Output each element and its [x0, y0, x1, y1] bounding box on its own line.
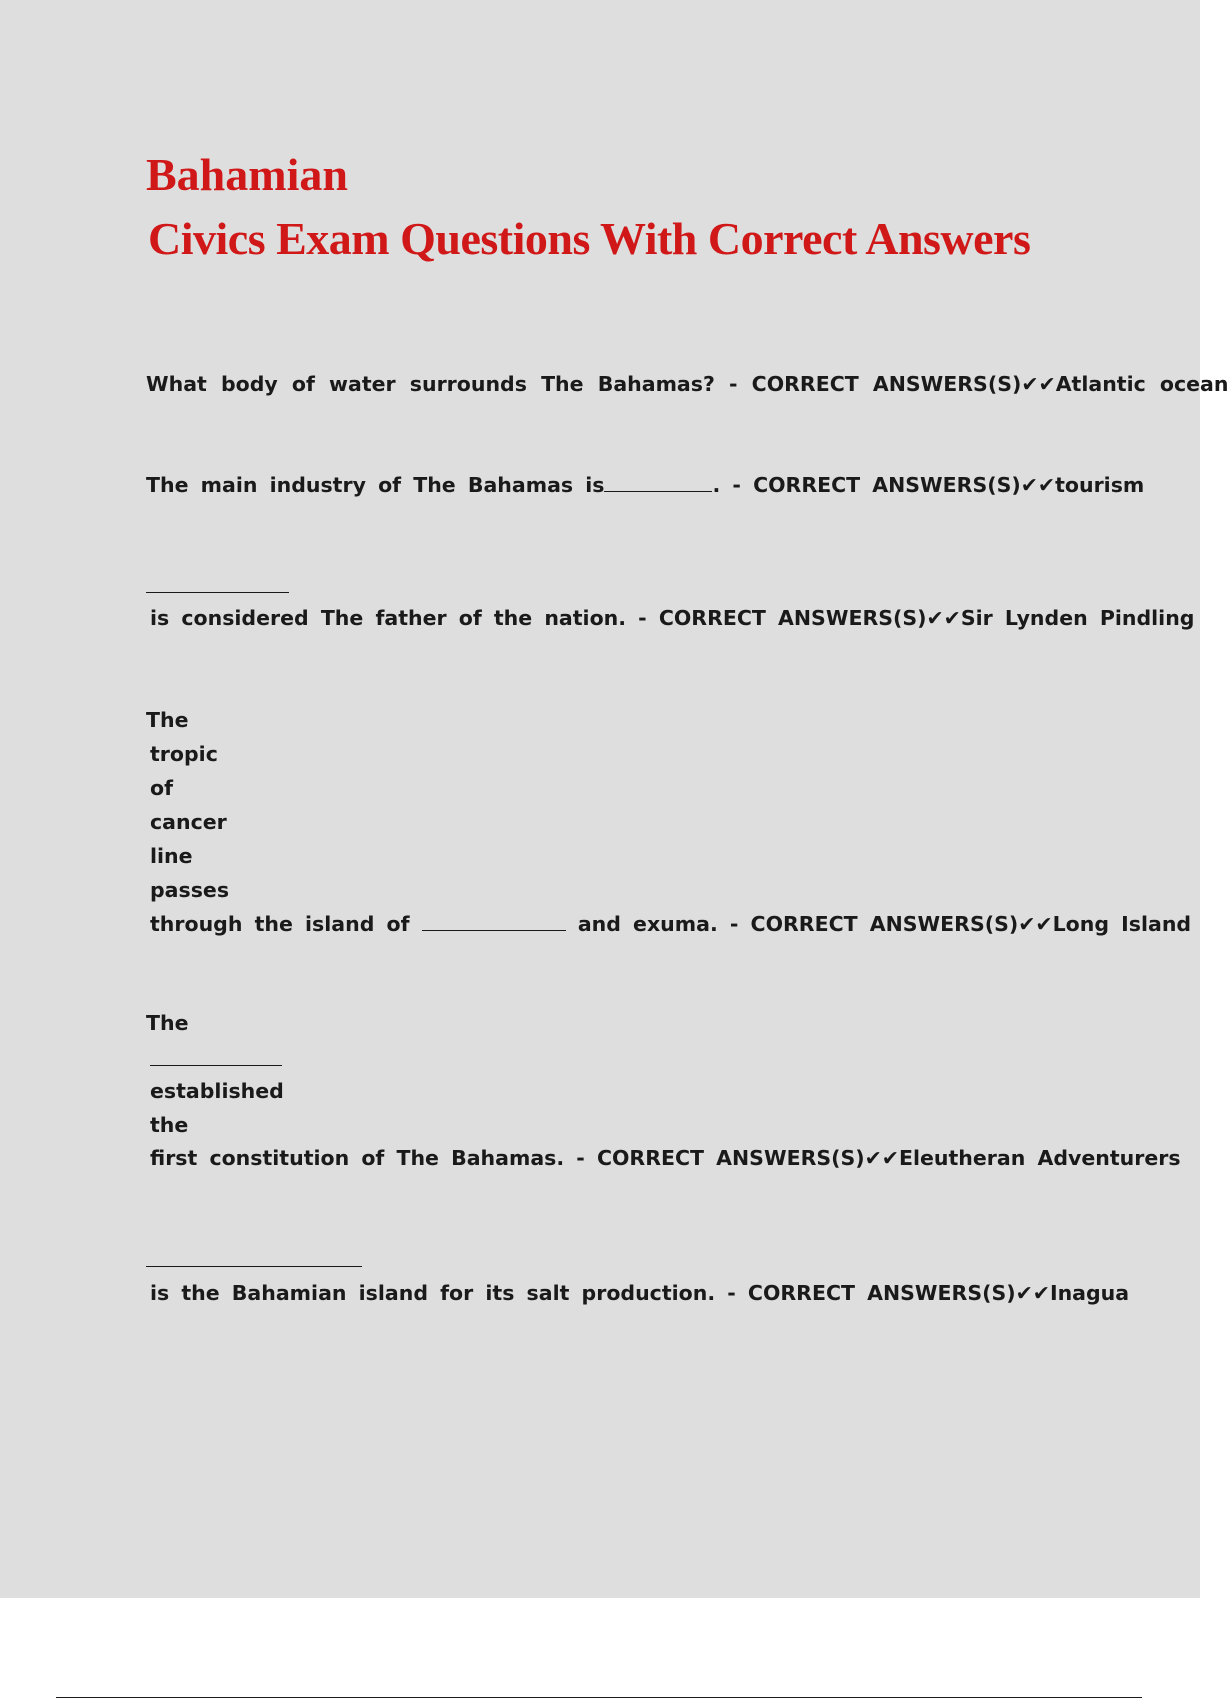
answer-text: tourism — [1055, 473, 1145, 497]
answer-marker: CORRECT ANSWERS(S)✔✔ — [750, 912, 1053, 936]
question-text: through the island of — [150, 912, 410, 936]
answer-blank — [146, 1266, 362, 1267]
question-6 — [150, 1283, 1129, 1304]
question-5-word: The — [146, 1011, 189, 1035]
answer-text: Eleutheran Adventurers — [898, 1146, 1181, 1170]
question-5 — [150, 1148, 1181, 1169]
answer-blank — [150, 1065, 282, 1066]
question-1 — [146, 374, 1229, 395]
answer-marker: CORRECT ANSWERS(S)✔✔ — [596, 1146, 899, 1170]
answer-blank — [146, 592, 289, 593]
question-4 — [150, 914, 1191, 935]
answer-text: Atlantic ocean — [1055, 372, 1229, 396]
answer-marker: CORRECT ANSWERS(S)✔✔ — [753, 473, 1056, 497]
question-4-word: line — [150, 844, 193, 868]
question-text: is considered The father of the nation. - — [150, 606, 647, 630]
answer-text: Inagua — [1049, 1281, 1130, 1305]
question-text: is the Bahamian island for its salt production. - — [150, 1281, 736, 1305]
document-title-line-2: Civics Exam Questions With Correct Answers — [148, 213, 1031, 264]
document-title-line-1: Bahamian — [146, 149, 348, 200]
question-5-word: established — [150, 1079, 284, 1103]
question-2 — [146, 475, 1144, 496]
question-text: . - — [712, 473, 741, 497]
footer-rule — [56, 1697, 1142, 1698]
question-text: first constitution of The Bahamas. - — [150, 1146, 585, 1170]
answer-blank — [422, 928, 566, 931]
answer-text: Long Island — [1052, 912, 1192, 936]
question-3 — [150, 608, 1194, 629]
question-text: and exuma. - — [577, 912, 739, 936]
answer-text: Sir Lynden Pindling — [960, 606, 1195, 630]
question-text: The main industry of The Bahamas is — [146, 473, 605, 497]
question-4-word: of — [150, 776, 174, 800]
answer-marker: CORRECT ANSWERS(S)✔✔ — [751, 372, 1056, 396]
question-5-word: the — [150, 1113, 189, 1137]
answer-marker: CORRECT ANSWERS(S)✔✔ — [747, 1281, 1050, 1305]
question-4-word: cancer — [150, 810, 227, 834]
answer-blank — [604, 489, 712, 492]
question-4-word: The — [146, 708, 189, 732]
question-4-word: passes — [150, 878, 230, 902]
answer-marker: CORRECT ANSWERS(S)✔✔ — [658, 606, 961, 630]
question-4-word: tropic — [150, 742, 218, 766]
question-text: What body of water surrounds The Bahamas? - — [146, 372, 738, 396]
